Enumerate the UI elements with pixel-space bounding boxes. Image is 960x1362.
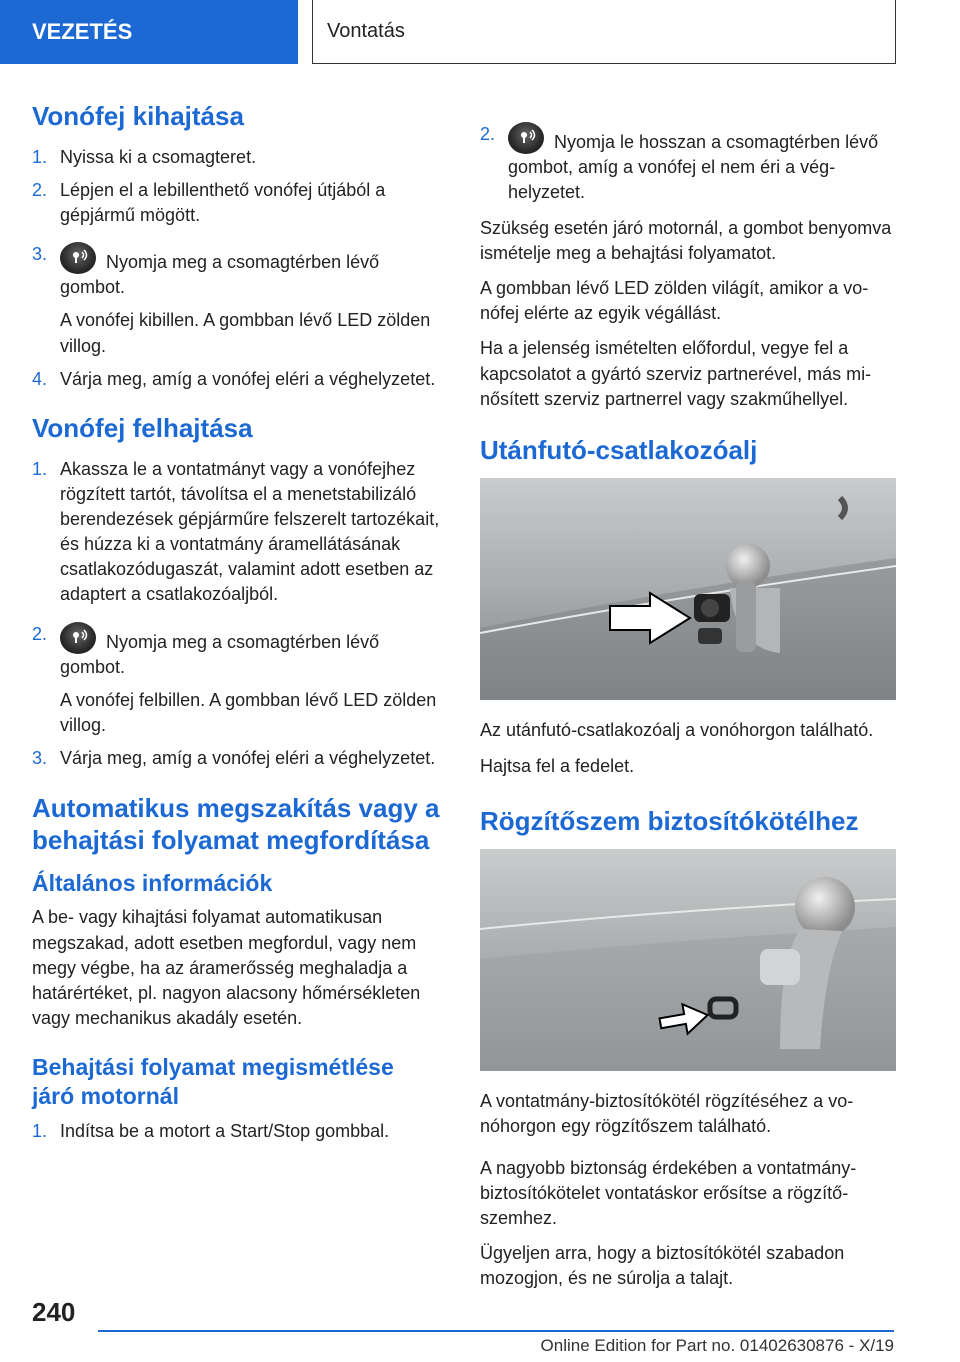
paragraph: Ügyeljen arra, hogy a biztosítókötél szabadon mozogjon, és ne súrolja a talajt. <box>480 1243 845 1289</box>
list-item: 3. Nyomja meg a csomagtérben lévő gombot. A vonófej kibillen. A gombban lévő LED zölden villog. <box>32 244 431 356</box>
section-title: VEZETÉS <box>32 19 133 44</box>
list-item: 1. Indítsa be a motort a Start/Stop gombbal. <box>32 1120 390 1141</box>
list-item: 1. Nyissa ki a csomagteret. <box>32 146 257 167</box>
trailer-hitch-button-icon <box>60 242 96 274</box>
repeat-steps <box>32 1119 442 1144</box>
section-tab <box>0 0 298 64</box>
footer-divider <box>98 1330 894 1332</box>
list-item: 3. Várja meg, amíg a vonófej eléri a véghelyzetet. <box>32 748 436 769</box>
paragraph: Az utánfutó-csatlakozóalj a vonóhorgon található. <box>480 720 874 741</box>
list-item: 1. Akassza le a vontatmányt vagy a vonófejhez rögzített tartót, távolítsa el a menetstabilizáló berendezések gépjárműre felszerelt tartozékait, és húzza ki a vontatmány áramellátásának csatlakozódugaszát, valamint adott esetben az adaptert a csatlakozóaljból. <box>32 458 440 605</box>
paragraph: Ha a jelenség ismételten előfordul, vegye fel a kapcsolatot a gyártó szerviz partnerével, más minősített szerviz partnerrel vagy szakműhellyel. <box>480 338 872 409</box>
right-column <box>480 122 898 1302</box>
list-item: 2. Lépjen el a lebillenthető vonófej útjából a gépjármű mögött. <box>32 179 386 225</box>
list-item: 4. Várja meg, amíg a vonófej eléri a véghelyzetet. <box>32 368 436 389</box>
paragraph: A vontatmány-biztosítókötél rögzítéséhez a vonóhorgon egy rögzítőszem található. <box>480 1091 854 1137</box>
general-text: A be- vagy kihajtási folyamat automatikusan megszakad, adott esetben megfordul, vagy nem megy végbe, ha az áramerősség meghaladja a határértéket, pl. nagyon alacsony hőmérsékleten vagy mechanikus akadály esetén. <box>32 907 421 1029</box>
chapter-title: Vontatás <box>327 20 405 42</box>
heading-repeat-retract: Behajtási folyamat megismétlése járó motornál <box>32 1054 394 1109</box>
list-item: 2. Nyomja le hosszan a csomagtérben lévő gombot, amíg a vonófej el nem éri a véghelyzetet. <box>480 124 879 203</box>
list-item: 2. Nyomja meg a csomagtérben lévő gombot. A vonófej felbillen. A gombban lévő LED zölden villog. <box>32 623 437 736</box>
heading-extend: Vonófej kihajtása <box>32 101 244 131</box>
page-number: 240 <box>32 1297 76 1327</box>
heading-retract: Vonófej felhajtása <box>32 413 253 443</box>
trailer-hitch-button-icon <box>508 122 544 154</box>
trailer-socket-illustration <box>480 478 896 700</box>
edition-note: Online Edition for Part no. 01402630876 - X/19 <box>540 1336 894 1355</box>
paragraph: A nagyobb biztonság érdekében a vontatmány-biztosítókötelet vontatáskor erősítse a rögzítőszemhez. <box>480 1157 857 1228</box>
heading-trailer-socket: Utánfutó-csatlakozóalj <box>480 434 758 465</box>
trailer-hitch-button-icon <box>60 622 96 654</box>
paragraph: Hajtsa fel a fedelet. <box>480 755 635 776</box>
extend-steps <box>32 145 442 393</box>
heading-auto-interrupt: Automatikus megszakítás vagy a behajtási folyamat megfordítása <box>32 792 440 856</box>
safety-eyelet-illustration <box>480 849 896 1071</box>
heading-general-info: Általános információk <box>32 869 273 896</box>
paragraph: A gombban lévő LED zölden világít, amikor a vonófej elérte az egyik végállást. <box>480 277 869 324</box>
repeat-steps-cont <box>480 122 898 206</box>
retract-steps <box>32 457 442 772</box>
chapter-header <box>312 0 896 64</box>
paragraph: Szükség esetén járó motornál, a gombot benyomva ismételje meg a behajtási folyamatot. <box>480 217 892 263</box>
left-column <box>32 100 442 1164</box>
heading-safety-eyelet: Rögzítőszem biztosítókötélhez <box>480 805 859 836</box>
